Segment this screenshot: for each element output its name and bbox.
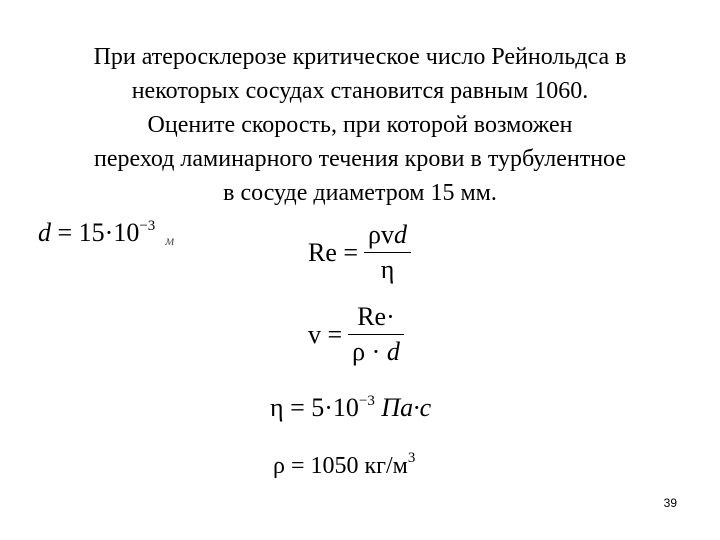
problem-line-4: переход ламинарного течения крови в турбулентное	[93, 146, 626, 172]
problem-line-5: в сосуде диаметром 15 мм.	[223, 180, 497, 206]
density-value: ρ = 1050 кг/м	[273, 453, 408, 479]
viscosity-symbol: η	[270, 393, 284, 422]
viscosity-value: = 5·10	[283, 393, 359, 422]
problem-line-1: При атеросклерозе критическое число Рейнольдса в	[93, 44, 627, 70]
given-diameter	[38, 218, 174, 250]
reynolds-numerator-text: ρv	[368, 220, 395, 249]
velocity-denominator-text: ρ ·	[352, 337, 387, 366]
reynolds-fraction	[364, 220, 411, 285]
velocity-lhs: v =	[308, 319, 343, 349]
problem-statement	[20, 40, 700, 210]
viscosity-exponent: −3	[358, 393, 375, 409]
page-number: 39	[663, 496, 677, 510]
given-viscosity	[270, 393, 431, 423]
reynolds-denominator: η	[380, 255, 395, 284]
given-density	[273, 450, 416, 480]
velocity-denominator	[348, 335, 404, 367]
reynolds-formula	[308, 220, 411, 285]
diameter-unit: м	[165, 234, 175, 249]
reynolds-numerator-var: d	[394, 220, 408, 249]
velocity-numerator: Re·	[357, 302, 395, 331]
diameter-symbol: d	[38, 218, 51, 247]
reynolds-numerator	[364, 220, 411, 252]
viscosity-unit: Па·с	[381, 393, 432, 422]
velocity-formula	[308, 302, 404, 367]
problem-line-2: некоторых сосудах становится равным 1060.	[131, 78, 589, 104]
velocity-denominator-var: d	[386, 337, 400, 366]
problem-line-3: Оцените скорость, при которой возможен	[147, 112, 573, 138]
velocity-fraction	[348, 302, 404, 367]
diameter-value: = 15·10	[51, 218, 140, 247]
diameter-exponent: −3	[139, 218, 156, 234]
reynolds-lhs: Re =	[308, 237, 359, 267]
density-exponent: 3	[407, 450, 416, 466]
